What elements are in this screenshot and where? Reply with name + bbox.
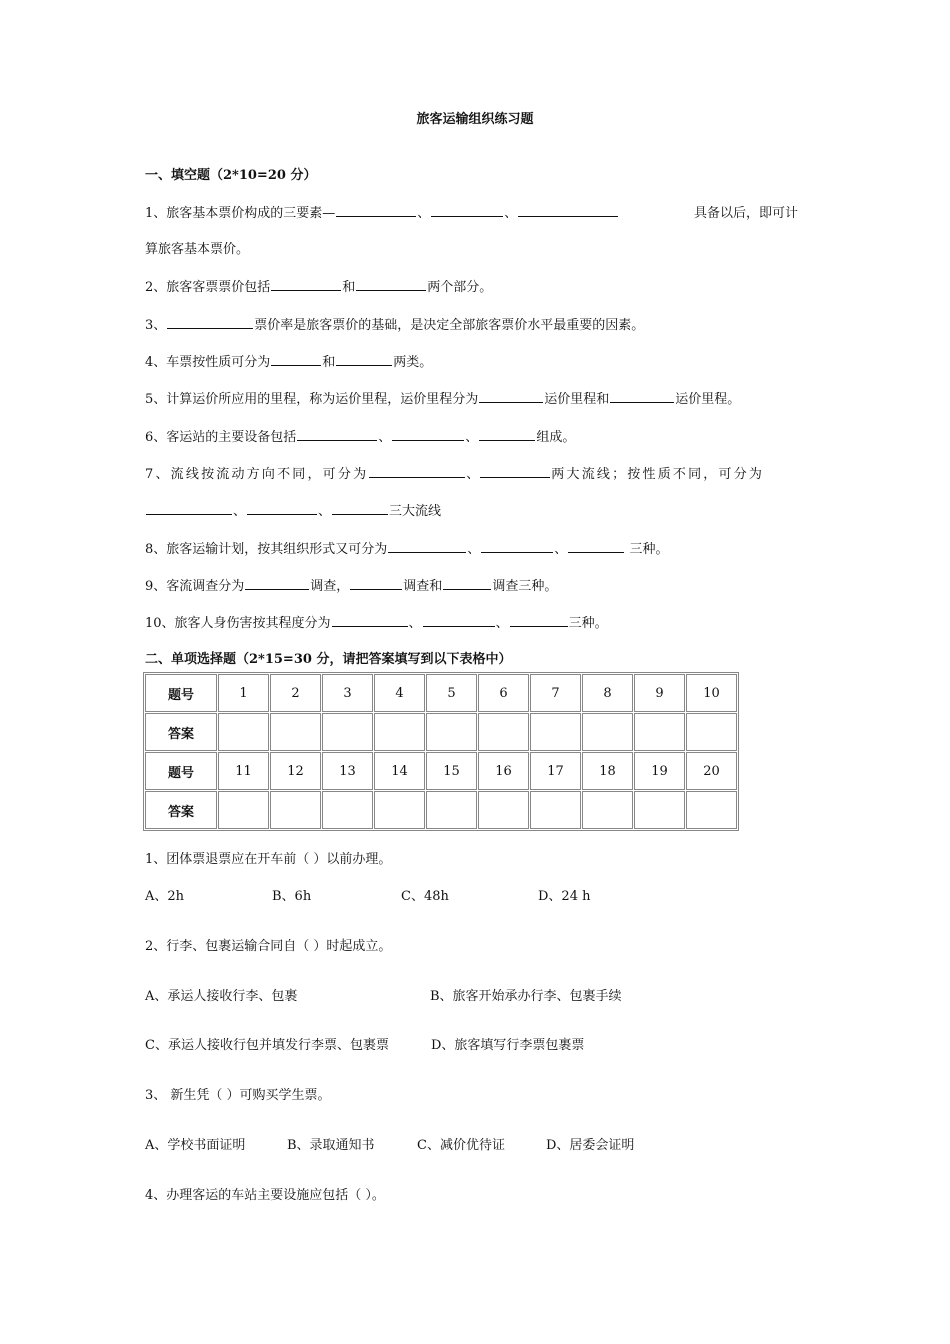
number-cell: 5 <box>426 674 477 712</box>
choice-1-option-b[interactable]: B、6h <box>272 889 312 904</box>
number-cell: 19 <box>634 752 685 790</box>
question-8-line: 8、旅客运输计划，按其组织形式又可分为 、 、 三种。 <box>145 542 669 557</box>
choice-3-option-c[interactable]: C、减价优待证 <box>417 1138 505 1153</box>
answer-cell[interactable] <box>426 713 477 751</box>
number-cell: 12 <box>270 752 321 790</box>
question-10-line: 10、旅客人身伤害按其程度分为 、 、 三种。 <box>145 616 608 631</box>
number-cell: 4 <box>374 674 425 712</box>
blank[interactable] <box>443 577 491 590</box>
choice-1-option-c[interactable]: C、48h <box>401 889 449 904</box>
blank[interactable] <box>146 502 232 515</box>
blank[interactable] <box>336 204 416 217</box>
choice-2-option-c[interactable]: C、承运人接收行包并填发行李票、包裹票 <box>145 1038 389 1053</box>
number-cell: 13 <box>322 752 373 790</box>
choice-2-option-d[interactable]: D、旅客填写行李票包裹票 <box>431 1038 585 1053</box>
answer-cell[interactable] <box>322 791 373 829</box>
answer-table <box>143 672 739 831</box>
answer-cell[interactable] <box>634 791 685 829</box>
blank[interactable] <box>388 540 466 553</box>
blank[interactable] <box>568 540 624 553</box>
page-title: 旅客运输组织练习题 <box>416 112 534 127</box>
table-row <box>145 713 737 751</box>
number-cell: 11 <box>218 752 269 790</box>
blank[interactable] <box>245 577 309 590</box>
question-2-line: 2、旅客客票票价包括 和 两个部分。 <box>145 280 493 295</box>
answer-cell[interactable] <box>270 713 321 751</box>
number-cell: 9 <box>634 674 685 712</box>
blank[interactable] <box>336 353 392 366</box>
blank[interactable] <box>479 390 543 403</box>
answer-cell[interactable] <box>478 713 529 751</box>
blank[interactable] <box>510 614 568 627</box>
answer-cell[interactable] <box>530 791 581 829</box>
choice-3-question: 3、 新生凭（ ）可购买学生票。 <box>145 1088 331 1103</box>
choice-3-option-a[interactable]: A、学校书面证明 <box>145 1138 246 1153</box>
number-cell: 3 <box>322 674 373 712</box>
question-9-line: 9、客流调查分为 调查， 调查和 调查三种。 <box>145 579 558 594</box>
number-cell: 6 <box>478 674 529 712</box>
blank[interactable] <box>610 390 674 403</box>
question-3-line: 3、 票价率是旅客票价的基础，是决定全部旅客票价水平最重要的因素。 <box>145 318 645 333</box>
choice-1-option-d[interactable]: D、24 h <box>538 889 591 904</box>
answer-cell[interactable] <box>686 791 737 829</box>
question-5-line: 5、计算运价所应用的里程，称为运价里程，运价里程分为 运价里程和 运价里程。 <box>145 392 741 407</box>
choice-2-option-b[interactable]: B、旅客开始承办行李、包裹手续 <box>430 989 622 1004</box>
blank[interactable] <box>271 278 341 291</box>
blank[interactable] <box>518 204 618 217</box>
number-cell: 10 <box>686 674 737 712</box>
choice-3-option-d[interactable]: D、居委会证明 <box>546 1138 635 1153</box>
blank[interactable] <box>481 540 553 553</box>
answer-cell[interactable] <box>530 713 581 751</box>
answer-cell[interactable] <box>582 791 633 829</box>
choice-3-option-b[interactable]: B、录取通知书 <box>287 1138 375 1153</box>
blank[interactable] <box>423 614 495 627</box>
table-row <box>145 752 737 790</box>
number-cell: 15 <box>426 752 477 790</box>
blank[interactable] <box>332 614 408 627</box>
blank[interactable] <box>431 204 503 217</box>
number-cell: 14 <box>374 752 425 790</box>
blank[interactable] <box>271 353 321 366</box>
blank[interactable] <box>167 316 253 329</box>
choice-4-question: 4、办理客运的车站主要设施应包括（ ）。 <box>145 1188 385 1203</box>
blank[interactable] <box>332 502 388 515</box>
header-cell: 题号 <box>145 674 217 712</box>
number-cell: 17 <box>530 752 581 790</box>
number-cell: 20 <box>686 752 737 790</box>
choice-1-question: 1、团体票退票应在开车前（ ）以前办理。 <box>145 852 392 867</box>
answer-cell[interactable] <box>426 791 477 829</box>
question-7-line: 7、流线按流动方向不同，可分为 、 两大流线；按性质不同，可分为 <box>145 467 765 482</box>
answer-cell[interactable] <box>374 713 425 751</box>
header-cell: 答案 <box>145 713 217 751</box>
question-1-tail: 具备以后，即可计 <box>694 206 799 221</box>
table-row <box>145 674 737 712</box>
blank[interactable] <box>350 577 402 590</box>
table-row <box>145 791 737 829</box>
answer-cell[interactable] <box>634 713 685 751</box>
blank[interactable] <box>392 428 464 441</box>
header-cell: 题号 <box>145 752 217 790</box>
answer-cell[interactable] <box>686 713 737 751</box>
header-cell: 答案 <box>145 791 217 829</box>
answer-cell[interactable] <box>322 713 373 751</box>
number-cell: 18 <box>582 752 633 790</box>
answer-cell[interactable] <box>478 791 529 829</box>
answer-cell[interactable] <box>582 713 633 751</box>
choice-1-option-a[interactable]: A、2h <box>145 889 185 904</box>
question-6-line: 6、客运站的主要设备包括 、 、 组成。 <box>145 430 576 445</box>
question-1-line: 1、旅客基本票价构成的三要素— 、 、 <box>145 202 619 221</box>
answer-cell[interactable] <box>218 791 269 829</box>
blank[interactable] <box>369 465 465 478</box>
number-cell: 2 <box>270 674 321 712</box>
choice-2-option-a[interactable]: A、承运人接收行李、包裹 <box>145 989 298 1004</box>
choice-2-question: 2、行李、包裹运输合同自（ ）时起成立。 <box>145 939 392 954</box>
question-1-cont: 算旅客基本票价。 <box>145 242 250 257</box>
question-7-cont: 、 、 三大流线 <box>145 500 441 519</box>
section2-heading: 二、单项选择题（2*15=30 分，请把答案填写到以下表格中） <box>145 652 512 667</box>
number-cell: 16 <box>478 752 529 790</box>
answer-cell[interactable] <box>218 713 269 751</box>
blank[interactable] <box>356 278 426 291</box>
blank[interactable] <box>247 502 317 515</box>
blank[interactable] <box>297 428 377 441</box>
number-cell: 8 <box>582 674 633 712</box>
number-cell: 7 <box>530 674 581 712</box>
blank[interactable] <box>480 465 550 478</box>
section1-heading: 一、填空题（2*10=20 分） <box>145 168 317 183</box>
answer-cell[interactable] <box>270 791 321 829</box>
answer-cell[interactable] <box>374 791 425 829</box>
question-4-line: 4、车票按性质可分为 和 两类。 <box>145 355 433 370</box>
number-cell: 1 <box>218 674 269 712</box>
blank[interactable] <box>479 428 535 441</box>
